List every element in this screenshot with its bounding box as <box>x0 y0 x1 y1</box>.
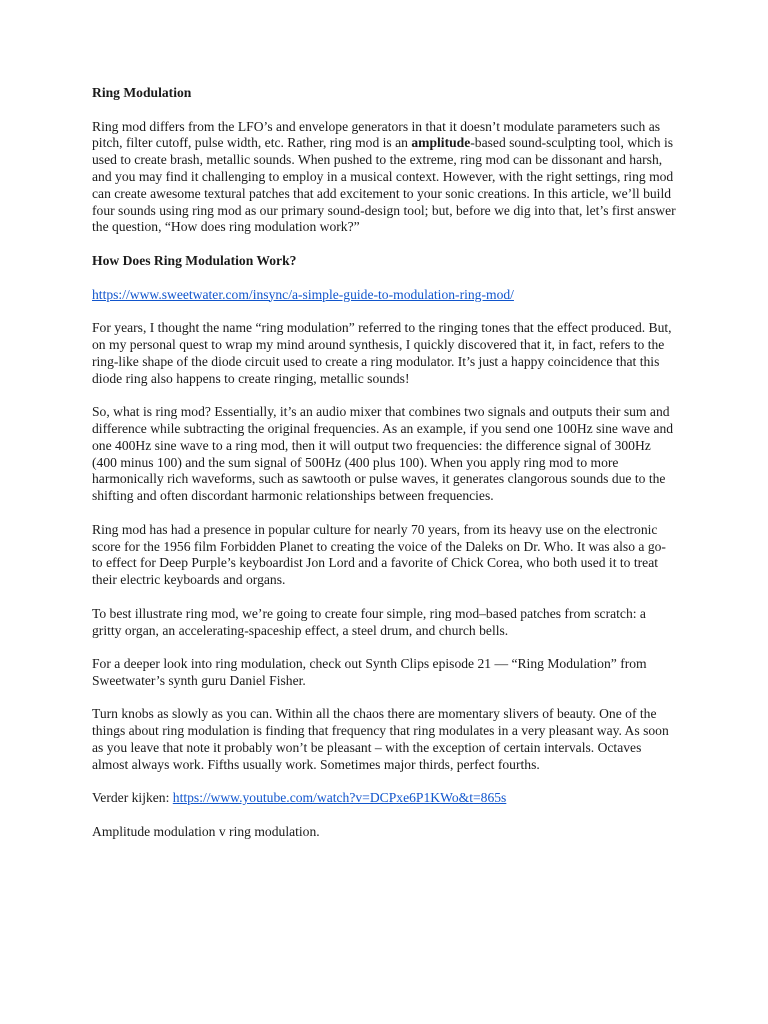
source-link-paragraph <box>92 287 676 304</box>
paragraph-3: Ring mod has had a presence in popular culture for nearly 70 years, from its heavy use on the electronic score for the 1956 film Forbidden Planet to creating the voice of the Daleks on Dr. Who. It was also a go-to effect for Deep Purple’s keyboardist Jon Lord and a favorite of Chick Corea, who both used it to treat their electric keyboards and organs. <box>92 521 666 588</box>
paragraph-1: For years, I thought the name “ring modulation” referred to the ringing tones that the effect produced. But, on my personal quest to wrap my mind around synthesis, I quickly discovered that it, in fact, refers to the ring-like shape of the diode circuit used to create a ring modulator. It’s just a happy coincidence that this diode ring also happens to create ringing, metallic sounds! <box>92 320 672 386</box>
source-link[interactable]: https://www.sweetwater.com/insync/a-simple-guide-to-modulation-ring-mod/ <box>92 286 514 302</box>
video-label: Verder kijken: <box>92 790 173 806</box>
intro-text-part1: Ring mod differs from the LFO’s and envelope generators in that it doesn’t modulate parameters such as pitch, filter cutoff, pulse width, etc. Rather, ring mod is an <box>92 118 661 151</box>
paragraph-2: So, what is ring mod? Essentially, it’s an audio mixer that combines two signals and outputs their sum and difference while subtracting the original frequencies. As an example, if you send one 100Hz sine wave and one 400Hz sine wave to a ring mod, then it will output two frequencies: the difference signal of 300Hz (400 minus 100) and the sum signal of 500Hz (400 plus 100). When you apply ring mod to more harmonically rich waveforms, such as sawtooth or pulse waves, it generates clangorous sounds due to the shifting and often discordant harmonic relationships between frequencies. <box>92 404 674 504</box>
closing-line: Amplitude modulation v ring modulation. <box>92 824 320 840</box>
paragraph-6: Turn knobs as slowly as you can. Within all the chaos there are momentary slivers of beauty. One of the things about ring modulation is finding that frequency that ring modulates in a very pleasant way. As soon as you leave that note it probably won’t be pleasant – with the exception of certain intervals. Octaves almost always work. Fifths usually work. Sometimes major thirds, perfect fourths. <box>92 706 669 772</box>
paragraph-5: For a deeper look into ring modulation, check out Synth Clips episode 21 — “Ring Modulation” from Sweetwater’s synth guru Daniel Fisher. <box>92 656 647 688</box>
page-title: Ring Modulation <box>92 85 192 100</box>
video-link[interactable]: https://www.youtube.com/watch?v=DCPxe6P1KWo&t=865s <box>172 790 507 806</box>
video-paragraph <box>92 790 676 807</box>
document-page <box>92 85 676 858</box>
intro-bold-word: amplitude <box>411 135 471 151</box>
paragraph-4: To best illustrate ring mod, we’re going to create four simple, ring mod–based patches from scratch: a gritty organ, an accelerating-spaceship effect, a steel drum, and church bells. <box>92 605 646 638</box>
intro-text-part2: -based sound-sculpting tool, which is used to create brash, metallic sounds. When pushed to the extreme, ring mod can be dissonant and harsh, and you may find it challenging to employ in a musical context. However, with the right settings, ring mod can create awesome textural patches that add excitement to your sonic creations. In this article, we’ll build four sounds using ring mod as our primary sound-design tool; but, before we dig into that, let’s first answer the question, “How does ring modulation work?” <box>92 135 676 235</box>
intro-paragraph <box>92 119 676 237</box>
section-heading: How Does Ring Modulation Work? <box>92 252 297 268</box>
